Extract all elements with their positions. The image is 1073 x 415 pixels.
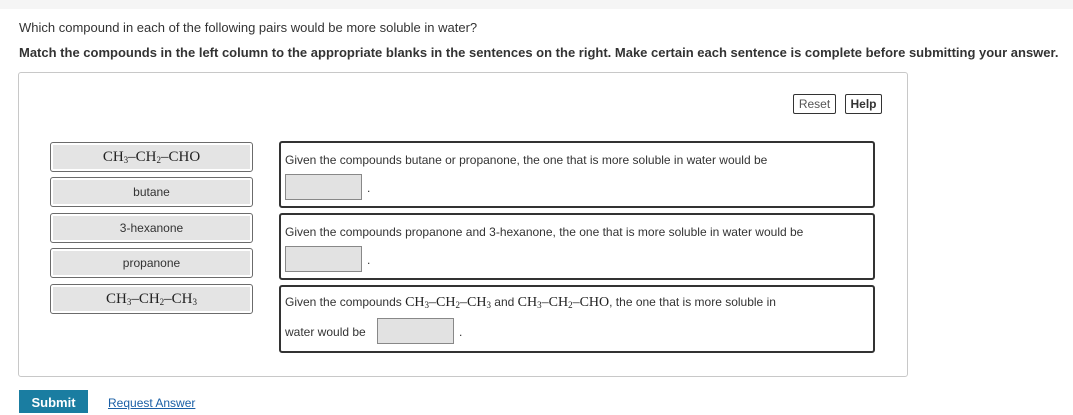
sentence-period: . (459, 325, 463, 339)
chip-3-hexanone[interactable] (50, 213, 253, 243)
sentence-period: . (367, 181, 371, 195)
drop-blank-2[interactable] (285, 246, 362, 272)
chip-formula: $CH_3-CH_2$–CHO (102, 148, 201, 165)
instructions-text: Match the compounds in the left column to the appropriate blanks in the sentences on the right. Make certain each sentence is complete before submitting your answer. (19, 45, 1059, 60)
chip-propanone[interactable] (50, 248, 253, 278)
sentence-period: . (367, 253, 371, 267)
chip-label: 3-hexanone (119, 221, 184, 235)
sentence-text: Given the compounds butane or propanone, the one that is more soluble in water would be (285, 153, 768, 167)
formula-propanal: $CH_3-CH_2$–CHO (517, 295, 610, 310)
sentence-text: Given the compounds propanone and 3-hexanone, the one that is more soluble in water would be (285, 225, 804, 239)
chip-propane[interactable] (50, 284, 253, 314)
sentence-box-3 (279, 285, 875, 353)
chip-butane[interactable] (50, 177, 253, 207)
sentence-text-line-2: water would be (285, 325, 366, 339)
sentence-box-2 (279, 213, 875, 280)
chip-formula: $CH_3-CH_2-CH_3$ (105, 290, 198, 307)
drop-blank-1[interactable] (285, 174, 362, 200)
reset-button[interactable]: Reset (793, 94, 836, 114)
sentence-text-line-1: Given the compounds $CH_3-CH_2-CH_3$ and $CH_3-CH_2$–CHO, the one that is more soluble in (285, 295, 776, 310)
request-answer-link[interactable]: Request Answer (108, 396, 196, 410)
top-strip (0, 0, 1073, 9)
submit-button[interactable]: Submit (19, 390, 88, 413)
chip-label: butane (133, 185, 170, 199)
chip-label: propanone (122, 256, 181, 270)
formula-propane: $CH_3-CH_2-CH_3$ (405, 295, 491, 310)
drop-blank-3[interactable] (377, 318, 454, 344)
help-button[interactable]: Help (845, 94, 882, 114)
question-text: Which compound in each of the following pairs would be more soluble in water? (19, 20, 478, 35)
chip-propanal[interactable] (50, 142, 253, 172)
sentence-box-1 (279, 141, 875, 208)
